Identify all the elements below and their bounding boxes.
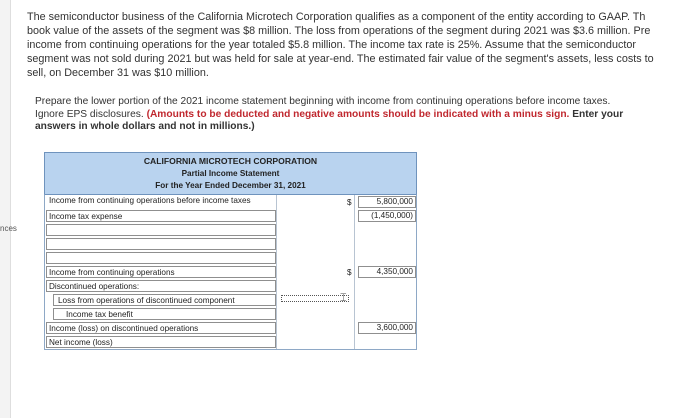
amount-input[interactable] [358, 210, 416, 222]
problem-text [27, 10, 700, 80]
row-label-cell[interactable] [45, 293, 277, 307]
row-label-cell[interactable] [45, 209, 277, 223]
amount-input[interactable] [358, 322, 416, 334]
instruction-line-2 [35, 109, 685, 122]
row-label: Loss from operations of discontinued component [58, 296, 235, 305]
income-statement [44, 152, 417, 350]
row-label-cell[interactable] [45, 195, 277, 209]
row-label-cell[interactable] [45, 223, 277, 237]
table-row [45, 223, 416, 237]
row-label: Income tax benefit [66, 310, 133, 319]
left-panel-edge [0, 0, 11, 418]
statement-grid [44, 194, 417, 350]
amount-cell [347, 265, 418, 279]
mid-cell[interactable] [277, 237, 355, 251]
instruction-bold: Enter your [569, 108, 624, 120]
table-row [45, 321, 416, 335]
dollar-sign: $ [347, 268, 352, 277]
amount-cell [347, 195, 418, 209]
label-input[interactable] [46, 322, 276, 334]
label-input[interactable] [46, 238, 276, 250]
label-input[interactable] [46, 336, 276, 348]
problem-line: The semiconductor business of the California Microtech Corporation qualifies as a component of the entity according to GAAP. Th [27, 11, 646, 23]
mid-input-focused[interactable] [281, 295, 349, 302]
statement-period: For the Year Ended December 31, 2021 [155, 181, 306, 190]
mid-cell[interactable] [277, 293, 355, 307]
mid-cell[interactable] [277, 195, 355, 209]
problem-line: income from continuing operations for the year totaled $5.8 million. The income tax rate is 25%. Assume that the semiconductor [27, 39, 636, 52]
amount-cell [355, 223, 418, 237]
table-row [45, 279, 416, 293]
label-input[interactable] [46, 210, 276, 222]
mid-cell[interactable] [277, 265, 355, 279]
statement-title: Partial Income Statement [181, 169, 280, 178]
row-label: Income tax expense [49, 212, 123, 221]
instruction-line-3: answers in whole dollars and not in millions.) [35, 121, 255, 133]
table-row [45, 209, 416, 223]
mid-cell[interactable] [277, 335, 355, 349]
dollar-sign: $ [347, 198, 352, 207]
table-row [45, 251, 416, 265]
amount-cell [355, 237, 418, 251]
row-label-cell[interactable] [45, 307, 277, 321]
amount-cell [355, 307, 418, 321]
table-row [45, 307, 416, 321]
problem-line: segment was not sold during 2021 but was held for sale at year-end. The estimated fair value of the segment's assets, less costs to [27, 53, 654, 66]
table-row [45, 293, 416, 307]
amount-cell [355, 321, 418, 335]
amount-value: 5,800,000 [376, 197, 413, 206]
amount-input[interactable] [347, 266, 416, 278]
company-name: CALIFORNIA MICROTECH CORPORATION [143, 156, 318, 166]
row-label: Net income (loss) [49, 338, 113, 347]
left-panel-edge-label: nces [0, 224, 17, 233]
mid-cell[interactable] [277, 279, 355, 293]
amount-cell [355, 251, 418, 265]
problem-line: book value of the assets of the segment was $8 million. The loss from operations of the segment during 2021 was $3.6 million. Pre [27, 25, 651, 38]
amount-cell [355, 279, 418, 293]
label-input[interactable] [46, 280, 276, 292]
instructions [35, 96, 685, 134]
amount-cell [355, 209, 418, 223]
amount-cell [355, 335, 418, 349]
table-row [45, 335, 416, 349]
row-label: Income from continuing operations before income taxes [49, 196, 251, 205]
mid-cell[interactable] [277, 321, 355, 335]
row-label-cell[interactable] [45, 321, 277, 335]
amount-input[interactable] [347, 196, 416, 208]
label-input[interactable] [46, 224, 276, 236]
row-label-cell[interactable] [45, 237, 277, 251]
mid-cell[interactable] [277, 251, 355, 265]
row-label: Income from continuing operations [49, 268, 175, 277]
text-cursor-icon: ⌶ [340, 292, 347, 304]
label-input[interactable] [53, 308, 276, 320]
instruction-line-1: Prepare the lower portion of the 2021 income statement beginning with income from continuing operations before income taxes. [35, 96, 611, 107]
instruction-plain: Ignore EPS disclosures. [35, 108, 147, 120]
table-row [45, 195, 416, 209]
label-input[interactable] [46, 266, 276, 278]
row-label: Income (loss) on discontinued operations [49, 324, 199, 333]
amount-cell [355, 293, 418, 307]
amount-value: (1,450,000) [371, 211, 413, 220]
row-label-cell[interactable] [45, 251, 277, 265]
mid-cell[interactable] [277, 209, 355, 223]
problem-line: sell, on December 31 was $10 million. [27, 67, 209, 80]
mid-cell[interactable] [277, 307, 355, 321]
row-label-cell[interactable] [45, 265, 277, 279]
table-row [45, 237, 416, 251]
label-input[interactable] [53, 294, 276, 306]
label-input[interactable] [46, 252, 276, 264]
amount-value: 4,350,000 [376, 267, 413, 276]
amount-value: 3,600,000 [376, 323, 413, 332]
table-row [45, 265, 416, 279]
row-label-cell[interactable] [45, 279, 277, 293]
row-label-cell[interactable] [45, 335, 277, 349]
mid-cell[interactable] [277, 223, 355, 237]
instruction-emphasis: (Amounts to be deducted and negative amounts should be indicated with a minus sign. [146, 108, 570, 120]
statement-header [44, 152, 417, 194]
row-label: Discontinued operations: [49, 282, 140, 291]
